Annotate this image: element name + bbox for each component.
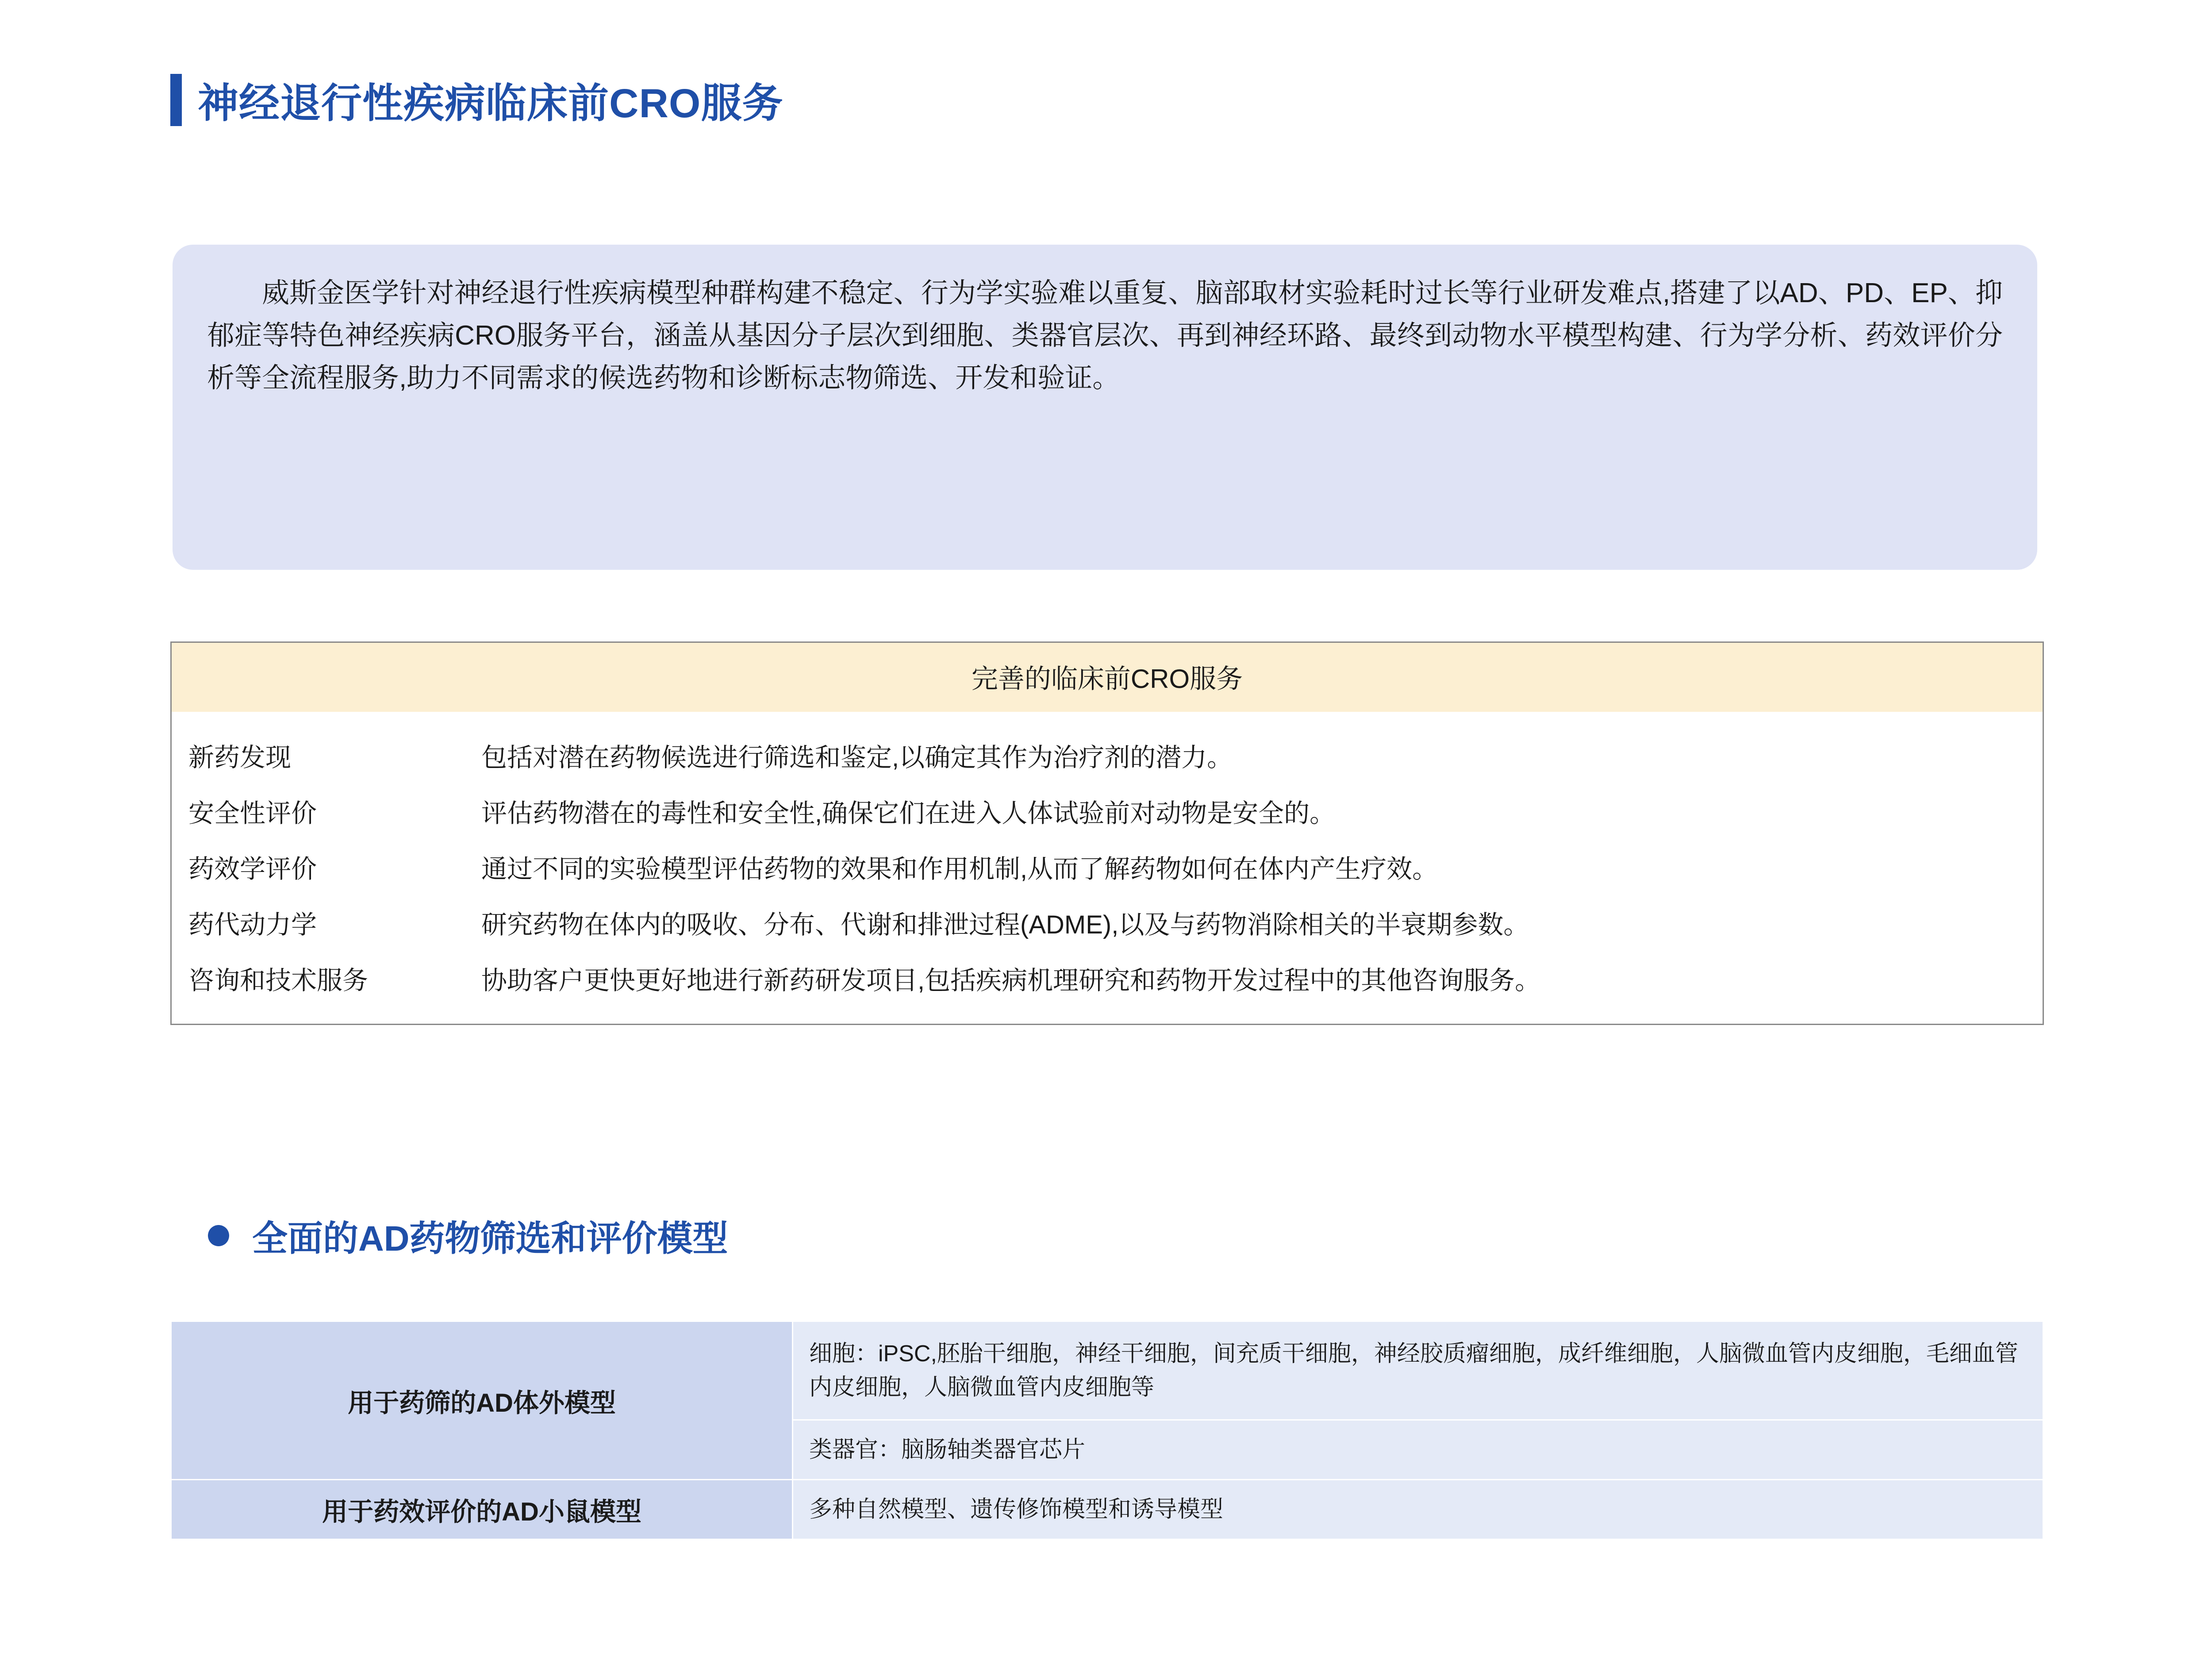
page-title-row — [170, 71, 783, 129]
cro-table-header: 完善的临床前CRO服务 — [172, 643, 2043, 713]
section-heading-label: 全面的AD药物筛选和评价模型 — [252, 1219, 728, 1258]
section-heading — [208, 1210, 728, 1261]
cro-row-label: 安全性评价 — [188, 799, 317, 828]
title-accent-bar — [170, 74, 182, 126]
table-row — [172, 783, 2043, 839]
cro-table-body — [172, 713, 2043, 1024]
cro-row-desc: 研究药物在体内的吸收、分布、代谢和排泄过程(ADME),以及与药物消除相关的半衰期参数。 — [481, 910, 1529, 939]
ad-model-table — [170, 1321, 2044, 1540]
cro-row-desc: 协助客户更快更好地进行新药研发项目,包括疾病机理研究和药物开发过程中的其他咨询服务。 — [481, 966, 1541, 995]
cro-row-desc: 通过不同的实验模型评估药物的效果和作用机制,从而了解药物如何在体内产生疗效。 — [481, 855, 1438, 883]
cro-row-label: 药效学评价 — [188, 855, 317, 883]
model-row-label: 用于药筛的AD体外模型 — [171, 1321, 793, 1480]
intro-paragraph: 威斯金医学针对神经退行性疾病模型种群构建不稳定、行为学实验难以重复、脑部取材实验耗时过长等行业研发难点,搭建了以AD、PD、EP、抑郁症等特色神经疾病CRO服务平台，涵盖从基因分子层次到细胞、类器官层次、再到神经环路、最终到动物水平模型构建、行为学分析、药效评价分析等全流程服务,助力不同需求的候选药物和诊断标志物筛选、开发和验证。 — [207, 278, 2003, 393]
cro-row-label: 咨询和技术服务 — [188, 966, 369, 995]
cro-row-desc: 评估药物潜在的毒性和安全性,确保它们在进入人体试验前对动物是安全的。 — [481, 799, 1336, 828]
table-row — [172, 950, 2043, 1006]
model-cell-organoid: 类器官：脑肠轴类器官芯片 — [793, 1420, 2043, 1480]
table-row — [172, 895, 2043, 950]
model-cell-mouse: 多种自然模型、遗传修饰模型和诱导模型 — [793, 1480, 2043, 1540]
cro-row-desc: 包括对潜在药物候选进行筛选和鉴定,以确定其作为治疗剂的潜力。 — [481, 743, 1233, 772]
cro-row-label: 药代动力学 — [188, 910, 317, 939]
model-row-label: 用于药效评价的AD小鼠模型 — [171, 1480, 793, 1540]
cro-service-table — [170, 641, 2044, 1025]
table-row — [171, 1480, 2043, 1540]
table-row — [172, 727, 2043, 783]
intro-box — [173, 245, 2037, 570]
page-title: 神经退行性疾病临床前CRO服务 — [198, 81, 783, 126]
table-row — [172, 839, 2043, 895]
cro-row-label: 新药发现 — [188, 743, 292, 772]
model-cell-cells: 细胞：iPSC,胚胎干细胞，神经干细胞，间充质干细胞，神经胶质瘤细胞，成纤维细胞，人脑微血管内皮细胞，毛细血管内皮细胞，人脑微血管内皮细胞等 — [793, 1321, 2043, 1420]
table-row — [171, 1321, 2043, 1420]
bullet-dot-icon — [208, 1225, 229, 1246]
